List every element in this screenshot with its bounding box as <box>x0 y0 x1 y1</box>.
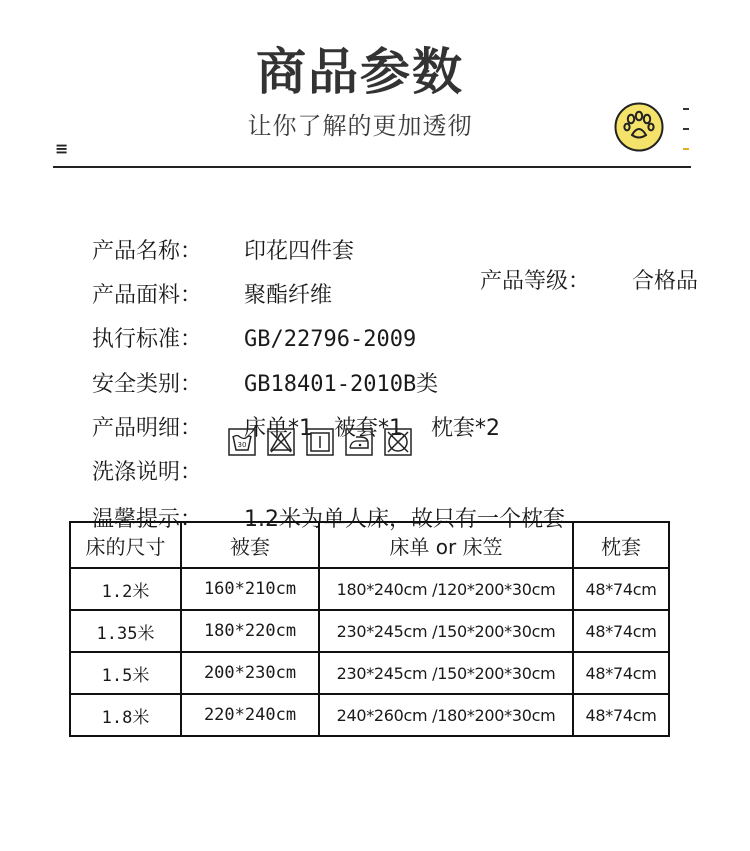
svg-text:30: 30 <box>237 441 247 449</box>
iron-low-icon <box>345 428 373 456</box>
table-cell: 160*210cm <box>181 568 319 610</box>
table-header-cell: 床单 or 床笠 <box>319 522 573 568</box>
table-cell: 48*74cm <box>573 568 669 610</box>
spec-label: 产品面料： <box>92 283 203 308</box>
care-icons <box>228 428 412 456</box>
table-cell: 48*74cm <box>573 652 669 694</box>
table-header-cell: 被套 <box>181 522 319 568</box>
spec-value: 合格品 <box>632 269 699 294</box>
spec-label: 产品等级： <box>480 269 591 294</box>
table-cell: 1.5米 <box>70 652 181 694</box>
spec-safety-row <box>78 340 439 397</box>
table-cell: 1.35米 <box>70 610 181 652</box>
table-cell: 240*260cm /180*200*30cm <box>319 694 573 736</box>
spec-label: 安全类别： <box>92 372 203 397</box>
table-row <box>70 568 669 610</box>
spec-value: GB18401-2010B类 <box>244 372 439 397</box>
table-row <box>70 694 669 736</box>
tick-mark <box>683 128 689 130</box>
menu-icon[interactable]: ≡ <box>55 139 69 158</box>
size-table <box>69 521 670 737</box>
grade-group <box>480 267 698 297</box>
table-cell: 48*74cm <box>573 610 669 652</box>
page-title: 商品参数 <box>256 43 464 101</box>
table-cell: 200*230cm <box>181 652 319 694</box>
table-cell: 180*240cm /120*200*30cm <box>319 568 573 610</box>
table-header-cell: 枕套 <box>573 522 669 568</box>
spec-label: 温馨提示： <box>92 507 203 532</box>
spec-fabric-row <box>78 251 333 308</box>
table-header-row <box>70 522 669 568</box>
spec-label: 产品明细： <box>92 416 203 441</box>
table-cell: 230*245cm /150*200*30cm <box>319 652 573 694</box>
spec-value: 印花四件套 <box>244 239 355 264</box>
no-bleach-icon <box>267 428 295 456</box>
table-cell: 48*74cm <box>573 694 669 736</box>
wash-30-icon <box>228 428 256 456</box>
no-dry-clean-icon <box>384 428 412 456</box>
tick-mark <box>683 148 689 150</box>
spec-label: 执行标准： <box>92 327 203 352</box>
table-row <box>70 610 669 652</box>
tick-mark <box>683 108 689 110</box>
paw-icon <box>614 102 664 152</box>
table-cell: 1.8米 <box>70 694 181 736</box>
table-cell: 220*240cm <box>181 694 319 736</box>
table-cell: 1.2米 <box>70 568 181 610</box>
tumble-dry-icon <box>306 428 334 456</box>
table-header-cell: 床的尺寸 <box>70 522 181 568</box>
spec-value: 1.2米为单人床，故只有一个枕套 <box>244 507 565 532</box>
spec-value: 床单*1 被套*1 枕套*2 <box>244 416 500 441</box>
decorative-ticks <box>683 106 691 156</box>
spec-wash-row <box>78 428 244 485</box>
spec-label: 洗涤说明： <box>92 460 203 485</box>
spec-label: 产品名称： <box>92 239 203 264</box>
spec-name-row <box>78 207 699 294</box>
spec-tip-row <box>78 475 565 532</box>
table-cell: 180*220cm <box>181 610 319 652</box>
spec-value: GB/22796-2009 <box>244 327 417 352</box>
page-subtitle: 让你了解的更加透彻 <box>247 112 473 140</box>
table-cell: 230*245cm /150*200*30cm <box>319 610 573 652</box>
header-divider <box>53 166 691 168</box>
table-row <box>70 652 669 694</box>
spec-value: 聚酯纤维 <box>244 283 333 308</box>
spec-standard-row <box>78 295 417 352</box>
spec-detail-row <box>78 384 500 441</box>
